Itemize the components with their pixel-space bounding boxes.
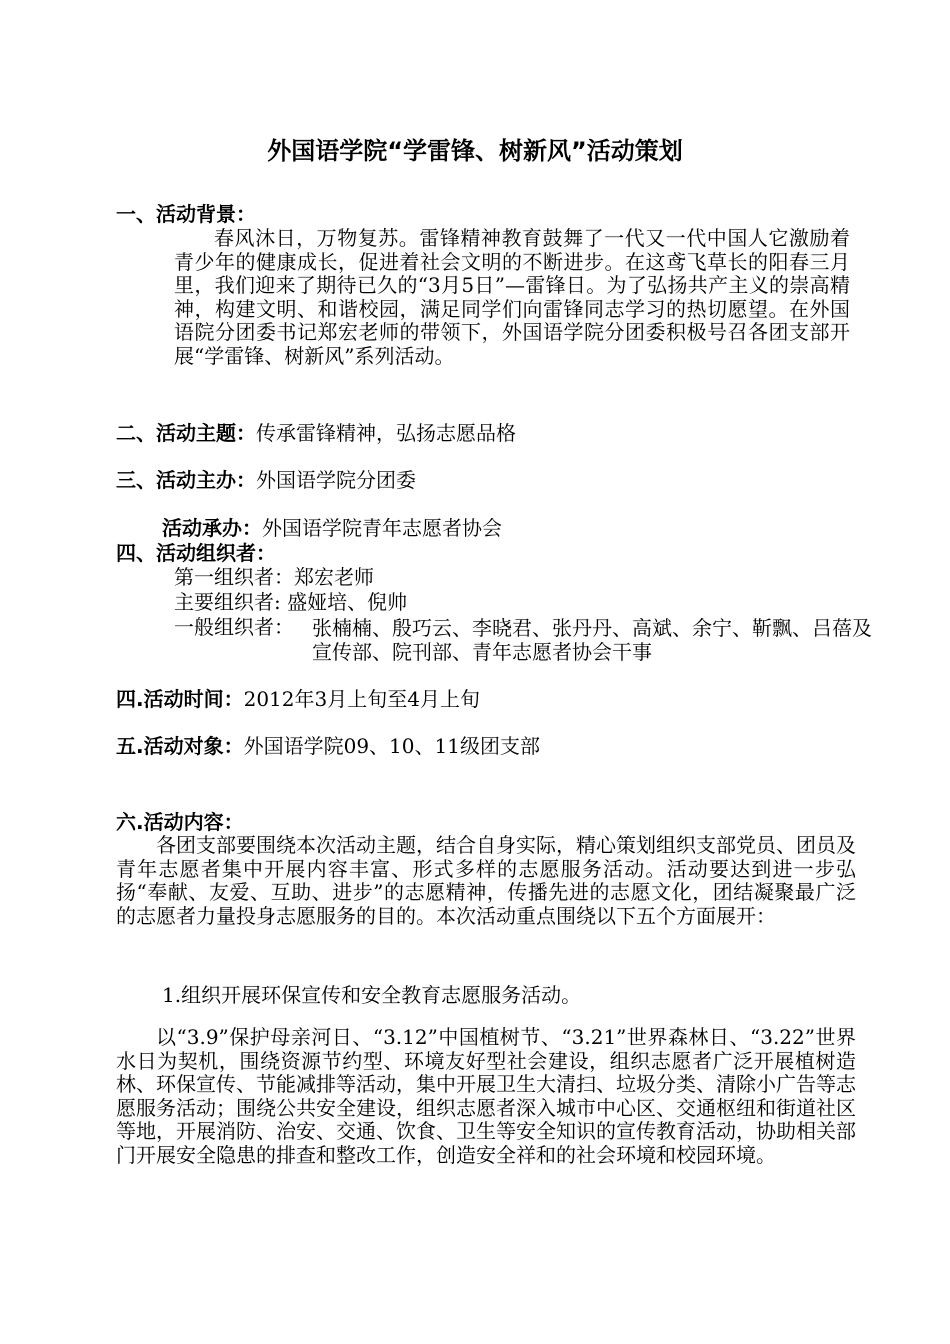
target-heading: 五.活动对象： [116,734,244,758]
content-item-1-paragraph: 以“3.9”保护母亲河日、“3.12”中国植树节、“3.21”世界森林日、“3.22”世界水日为契机，围绕资源节约型、环境友好型社会建设，组织志愿者广泛开展植树造林、环保宣传、节能减排等活动，集中开展卫生大清扫、垃圾分类、清除小广告等志愿服务活动；围绕公共安全建设，组织志愿者深入城市中心区、交通枢纽和街道社区等地，开展消防、治安、交通、饮食、卫生等安全知识的宣传教育活动，协助相关部门开展安全隐患的排查和整改工作，创造安全祥和的社会环境和校园环境。 [116,1025,856,1167]
content-heading-label: 六.活动内容： [116,810,244,834]
main-organizer-row [174,591,407,615]
general-organizer-label: 一般组织者： [174,615,294,639]
cohost-value: 外国语学院青年志愿者协会 [262,516,502,540]
theme-heading: 二、活动主题： [116,421,256,445]
content-item-1-title: 1.组织开展环保宣传和安全教育志愿服务活动。 [162,983,582,1007]
background-paragraph: 春风沐日，万物复苏。雷锋精神教育鼓舞了一代又一代中国人它激励着青少年的健康成长，促进着社会文明的不断进步。在这鸢飞草长的阳春三月里，我们迎来了期待已久的“3月5日”—雷锋日。为了弘扬共产主义的崇高精神，构建文明、和谐校园，满足同学们向雷锋同志学习的热切愿望。在外国语院分团委书记郑宏老师的带领下，外国语学院分团委积极号召各团支部开展“学雷锋、树新风”系列活动。 [174,226,850,368]
cohost-heading: 活动承办： [162,516,262,540]
cohost-section [162,515,502,542]
first-organizer-value: 郑宏老师 [294,565,374,589]
time-value: 2012年3月上旬至4月上旬 [243,687,480,711]
target-value: 外国语学院09、10、11级团支部 [243,734,540,758]
main-organizer-label: 主要组织者: [174,590,281,614]
background-heading [116,201,256,228]
general-organizer-row [174,616,894,664]
host-heading: 三、活动主办： [116,468,256,492]
first-organizer-label: 第一组织者： [174,565,294,589]
content-heading [116,809,244,836]
organizers-heading [116,540,276,567]
content-intro-paragraph: 各团支部要围绕本次活动主题，结合自身实际，精心策划组织支部党员、团员及青年志愿者集中开展内容丰富、形式多样的志愿服务活动。活动要达到进一步弘扬“奉献、友爱、互助、进步”的志愿精神，传播先进的志愿文化，团结凝聚最广泛的志愿者力量投身志愿服务的目的。本次活动重点围绕以下五个方面展开： [116,833,856,928]
host-section [116,467,416,494]
general-organizer-value: 张楠楠、殷巧云、李晓君、张丹丹、高斌、余宁、靳飘、吕蓓及宣传部、院刊部、青年志愿者协会干事 [312,616,872,664]
first-organizer-row [174,566,374,590]
host-value: 外国语学院分团委 [256,468,416,492]
theme-section [116,420,516,447]
target-section [116,733,540,760]
main-organizer-value: 盛娅培、倪帅 [287,590,408,614]
theme-value: 传承雷锋精神，弘扬志愿品格 [256,421,516,445]
document-title: 外国语学院“学雷锋、树新风”活动策划 [267,137,683,165]
time-section [116,686,480,713]
organizers-heading-label: 四、活动组织者： [116,541,276,565]
time-heading: 四.活动时间： [116,687,244,711]
background-heading-label: 一、活动背景： [116,202,256,226]
